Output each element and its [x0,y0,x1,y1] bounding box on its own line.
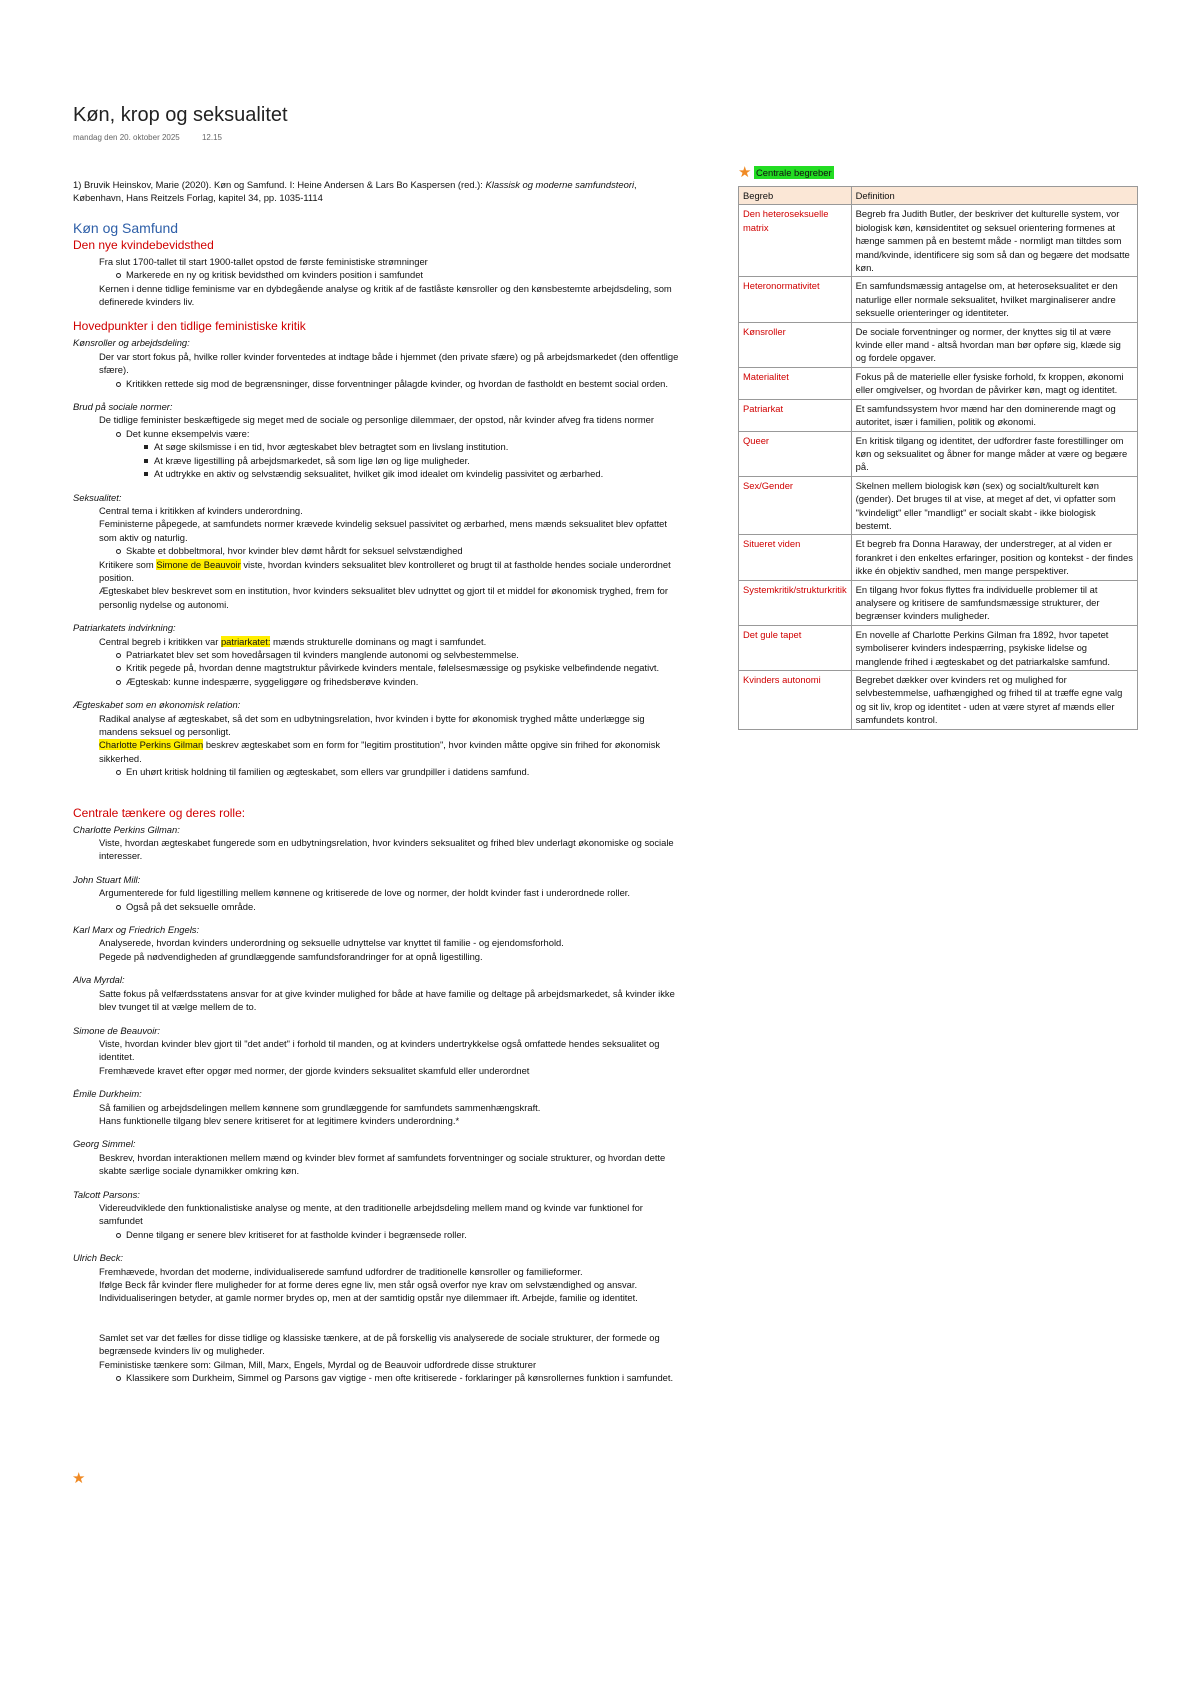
table-row [739,399,1138,431]
list-item: Det kunne eksempelvis være: [126,427,683,440]
main-notes: 1) Bruvik Heinskov, Marie (2020). Køn og Samfund. I: Heine Andersen & Lars Bo Kaspersen (red.): Klassisk og moderne samfundsteori, København, Hans Reitzels Forlag, kapitel 34, pp. 1035-1114 Køn og Samfund Den nye kvindebevidsthed Fra slut 1700-tallet til start 1900-tallet opstod de første feministiske strømninger Markerede en ny og kritisk bevidsthed om kvinders position i samfundet Kernen i denne tidlige feminisme var en dybdegående analyse og kritik af de fastlåste kønsroller og den kønsbestemte arbejdsdeling, som definerede kvinders liv. Hovedpunkter i den tidlige feministiske kritik Kønsroller og arbejdsdeling: Der var stort fokus på, hvilke roller kvinder forventedes at indtage både i hjemmet (den private sfære) og på arbejdsmarkedet (den offentlige sfære). Kritikken rettede sig mod de begrænsninger, disse forventninger pålagde kvinder, og hvordan de fastholdt en bestemt social orden. Brud på sociale normer: De tidlige feminister beskæftigede sig meget med de sociale og personlige dilemmaer, der opstod, når kvinder afveg fra tidens normer Det kunne eksempelvis være: At søge skilsmisse i en tid, hvor ægteskabet blev betragtet som en livslang institution. At kræve ligestilling på arbejdsmarkedet, så som lige løn og lige muligheder. At udtrykke en aktiv og selvstændig seksualitet, hvilket gik imod idealet om kvindelig passivitet og ærbarhed. Seksualitet: Central tema i kritikken af kvinders underordning. Feministerne påpegede, at samfundets normer krævede kvindelig seksuel passivitet og ærbarhed, mens mænds seksualitet blev opfattet som aktiv og naturlig. Skabte et dobbeltmoral, hvor kvinder blev dømt hårdt for seksuel selvstændighed Kritikere som Simone de Beauvoir viste, hvordan kvinders seksualitet blev kontrolleret og brugt til at fastholde hendes sociale underordnet position. Ægteskabet blev beskrevet som en institution, hvor kvinders seksualitet blev udnyttet og gjort til et middel for økonomisk tryghed, frem for personlig nydelse og autonomi. Patriarkatets indvirkning: Central begreb i kritikken var patriarkatet: mænds strukturelle dominans og magt i samfundet. Patriarkatet blev set som hovedårsagen til kvinders manglende autonomi og selvbestemmelse. Kritik pegede på, hvordan denne magtstruktur påvirkede kvinders mentale, følelsesmæssige og psykiske velbefindende negativt. Ægteskab: kunne indespærre, syggeliggøre og frihedsberøve kvinden. Ægteskabet som en økonomisk relation: Radikal analyse af ægteskabet, så det som en udbytningsrelation, hvor kvinden i bytte for økonomisk tryghed måtte underlægge sig mandens seksuel og personligt. Charlotte Perkins Gilman beskrev ægteskabet som en form for "legitim prostitution", hvor kvinden måtte opgive sin frihed for økonomisk sikkerhed. En uhørt kritisk holdning til familien og ægteskabet, som ellers var grundpiller i datidens samfund. Centrale tænkere og deres rolle: Charlotte Perkins Gilman: Viste, hvordan ægteskabet fungerede som en udbytningsrelation, hvor kvinders seksualitet og frihed blev underlagt økonomiske og sociale interesser. John Stuart Mill: Argumenterede for fuld ligestilling mellem kønnene og kritiserede de love og normer, der holdt kvinder fast i underordnede roller. Også på det seksuelle område. Karl Marx og Friedrich Engels: Analyserede, hvordan kvinders underordning og seksuelle udnyttelse var knyttet til familie - og ejendomsforhold. Pegede på nødvendigheden af grundlæggende samfundsforandringer for at opnå ligestilling. Alva Myrdal: Satte fokus på velfærdsstatens ansvar for at give kvinder mulighed for både at have familie og deltage på arbejdsmarkedet, så kvinder ikke blev tvunget til at vælge mellem de to. Simone de Beauvoir: Viste, hvordan kvinder blev gjort til "det andet" i forhold til manden, og at kvinders undertrykkelse også omfattede hendes seksualitet og identitet. Fremhævede kravet efter opgør med normer, der gjorde kvinders seksualitet skamfuld eller underordnet Émile Durkheim: Så familien og arbejdsdelingen mellem kønnene som grundlæggende for samfundets sammenhængskraft. Hans funktionelle tilgang blev senere kritiseret for at legitimere kvinders underordning.* Georg Simmel: Beskrev, hvordan interaktionen mellem mænd og kvinder blev formet af samfundets forventninger og sociale strukturer, og hvordan dette skabte særlige sociale dynamikker omkring køn. Talcott Parsons: Videreudviklede den funktionalistiske analyse og mente, at den traditionelle arbejdsdeling mellem mand og kvinde var funktionel for samfundet Denne tilgang er senere blev kritiseret for at fastholde kvinder i begrænsede roller. Ulrich Beck: Fremhævede, hvordan det moderne, individualiserede samfund udfordrer de traditionelle kønsroller og familieformer. Ifølge Beck får kvinder flere muligheder for at forme deres egne liv, men står også overfor nye krav om selvstændighed og ansvar. Individualiseringen betyder, at gamle normer brydes op, men at der samtidig opstår nye dilemmaer ift. Arbejde, familie og identitet. Samlet set var det fælles for disse tidlige og klassiske tænkere, at de på forskellig vis analyserede de sociale strukturer, der formede og begrænsede kvinders liv og muligheder. Feministiske tænkere som: Gilman, Mill, Marx, Engels, Myrdal og de Beauvoir udfordrede disse strukturer Klassikere som Durkheim, Simmel og Parsons gav vigtige - men ofte kritiserede - forklaringer på kønsrollernes funktion i samfundet. [73,178,683,1384]
heading-kvindebevidsthed: Den nye kvindebevidsthed [73,237,214,252]
table-row [739,535,1138,580]
thinker-name: John Stuart Mill: [73,873,141,885]
thinker-entry: Simone de Beauvoir: Viste, hvordan kvinder blev gjort til "det andet" i forhold til manden, og at kvinders undertrykkelse også omfattede hendes seksualitet og identitet. Fremhævede kravet efter opgør med normer, der gjorde kvinders seksualitet skamfuld eller underordnet [73,1024,683,1078]
column-header-definition: Definition [851,187,1137,205]
list-item: Også på det seksuelle område. [126,900,683,913]
list-item: At søge skilsmisse i en tid, hvor ægteskabet blev betragtet som en livslang institution. [154,440,683,453]
page-title: Køn, krop og seksualitet [73,104,288,126]
caption-badge: Centrale begreber [756,167,832,178]
definition-cell: En samfundsmæssig antagelse om, at heteroseksualitet er den naturlige eller normale seksualitet, hvilket marginaliserer andre seksuelle orienteringer og identiteter. [851,277,1137,322]
thinker-name: Georg Simmel: [73,1138,136,1150]
thinker-entry: Karl Marx og Friedrich Engels: Analyserede, hvordan kvinders underordning og seksuelle udnyttelse var knyttet til familie - og ejendomsforhold. Pegede på nødvendigheden af grundlæggende samfundsforandringer for at opnå ligestilling. [73,923,683,963]
definition-cell: En kritisk tilgang og identitet, der udfordrer faste forestillinger om køn og seksualitet og åbner for mange måder at være og begære på. [851,431,1137,476]
thinker-name: Talcott Parsons: [73,1188,140,1200]
list-item: Ægteskab: kunne indespærre, syggeliggøre og frihedsberøve kvinden. [126,675,683,688]
thinker-entry: Alva Myrdal: Satte fokus på velfærdsstatens ansvar for at give kvinder mulighed for både at have familie og deltage på arbejdsmarkedet, så kvinder ikke blev tvunget til at vælge mellem de to. [73,973,683,1013]
heading-centrale-taenkere: Centrale tænkere og deres rolle: [73,805,246,820]
term-cell: Systemkritik/strukturkritik [739,580,852,625]
list-item: Kritik pegede på, hvordan denne magtstruktur påvirkede kvinders mentale, følelsesmæssige og psykiske velbefindende negativt. [126,661,683,674]
thinker-name: Émile Durkheim: [73,1088,142,1100]
list-item: En uhørt kritisk holdning til familien og ægteskabet, som ellers var grundpiller i datidens samfund. [126,765,683,778]
definition-cell: Begrebet dækker over kvinders ret og mulighed for selvbestemmelse, uafhængighed og frihed til at træffe egne valg og sit liv, krop og identitet - uden at være styret af mænds eller samfundets kontrol. [851,671,1137,730]
thinker-name: Alva Myrdal: [73,974,125,986]
term-cell: Patriarkat [739,399,852,431]
list-item: At udtrykke en aktiv og selvstændig seksualitet, hvilket gik imod idealet om kvindelig passivitet og ærbarhed. [154,467,683,480]
thinker-entry: Ulrich Beck: Fremhævede, hvordan det moderne, individualiserede samfund udfordrer de traditionelle kønsroller og familieformer. Ifølge Beck får kvinder flere muligheder for at forme deres egne liv, men står også overfor nye krav om selvstændighed og ansvar. Individualiseringen betyder, at gamle normer brydes op, men at der samtidig opstår nye dilemmaer ift. Arbejde, familie og identitet. [73,1251,683,1305]
key-terms-table [738,186,1138,730]
thinker-name: Simone de Beauvoir: [73,1024,161,1036]
list-item: At kræve ligestilling på arbejdsmarkedet, så som lige løn og lige muligheder. [154,454,683,467]
thinker-name: Karl Marx og Friedrich Engels: [73,924,200,936]
heading-hovedpunkter: Hovedpunkter i den tidlige feministiske kritik [73,319,306,334]
column-header-term: Begreb [739,187,852,205]
table-row [739,625,1138,670]
term-cell: Kvinders autonomi [739,671,852,730]
definition-cell: Skelnen mellem biologisk køn (sex) og socialt/kulturelt køn (gender). Det bruges til at vise, at meget af det, vi opfatter som "kvindeligt" eller "mandligt" er socialt skabt - ikke biologisk bestemt. [851,476,1137,535]
highlight-beauvoir: Simone de Beauvoir [156,558,241,570]
table-row [739,205,1138,277]
thinker-name: Charlotte Perkins Gilman: [73,823,180,835]
citation: 1) Bruvik Heinskov, Marie (2020). Køn og Samfund. I: Heine Andersen & Lars Bo Kaspersen (red.): Klassisk og moderne samfundsteori, København, Hans Reitzels Forlag, kapitel 34, pp. 1035-1114 [73,179,637,204]
term-cell: Situeret viden [739,535,852,580]
table-row [739,277,1138,322]
thinker-entry: Georg Simmel: Beskrev, hvordan interaktionen mellem mænd og kvinder blev formet af samfundets forventninger og sociale strukturer, og hvordan dette skabte særlige sociale dynamikker omkring køn. [73,1137,683,1177]
term-cell: Materialitet [739,367,852,399]
table-row [739,580,1138,625]
definition-cell: Et samfundssystem hvor mænd har den dominerende magt og autoritet, især i familien, politik og økonomi. [851,399,1137,431]
table-row [739,322,1138,367]
highlight-gilman: Charlotte Perkins Gilman [99,739,204,751]
list-item: Markerede en ny og kritisk bevidsthed om kvinders position i samfundet [126,268,683,281]
list-item: Denne tilgang er senere blev kritiseret for at fastholde kvinder i begrænsede roller. [126,1228,683,1241]
heading-kon-og-samfund: Køn og Samfund [73,219,179,236]
term-cell: Det gule tapet [739,625,852,670]
definition-cell: Begreb fra Judith Butler, der beskriver det kulturelle system, vor biologisk køn, kønsidentitet og seksuel orientering formenes at hænge sammen på en bestemt måde - normligt man tiltdes som mand/kvinde, identificere sig som så dan og begære det modsatte køn. [851,205,1137,277]
definition-cell: Fokus på de materielle eller fysiske forhold, fx kroppen, økonomi eller omgivelser, og hvordan de påvirker køn, magt og identitet. [851,367,1137,399]
highlight-patriarkatet: patriarkatet: [220,635,271,647]
key-terms-table-container [738,166,1138,730]
star-icon: ★ [738,164,752,181]
thinker-name: Ulrich Beck: [73,1252,124,1264]
list-item: Patriarkatet blev set som hovedårsagen til kvinders manglende autonomi og selvbestemmelse. [126,648,683,661]
table-caption [738,166,1138,186]
page-date: mandag den 20. oktober 2025 [73,133,180,142]
table-row [739,431,1138,476]
list-item: Kritikken rettede sig mod de begrænsninger, disse forventninger pålagde kvinder, og hvordan de fastholdt en bestemt social orden. [126,377,683,390]
thinker-entry: Charlotte Perkins Gilman: Viste, hvordan ægteskabet fungerede som en udbytningsrelation, hvor kvinders seksualitet og frihed blev underlagt økonomiske og sociale interesser. [73,823,683,863]
page-time: 12.15 [201,133,223,142]
thinker-entry: John Stuart Mill: Argumenterede for fuld ligestilling mellem kønnene og kritiserede de love og normer, der holdt kvinder fast i underordnede roller. Også på det seksuelle område. [73,873,683,913]
summary: Samlet set var det fælles for disse tidlige og klassiske tænkere, at de på forskellig vis analyserede de sociale strukturer, der formede og begrænsede kvinders liv og muligheder. Feministiske tænkere som: Gilman, Mill, Marx, Engels, Myrdal og de Beauvoir udfordrede disse strukturer Klassikere som Durkheim, Simmel og Parsons gav vigtige - men ofte kritiserede - forklaringer på kønsrollernes funktion i samfundet. [73,1331,683,1385]
term-cell: Heteronormativitet [739,277,852,322]
definition-cell: Et begreb fra Donna Haraway, der understreger, at al viden er forankret i den enkeltes erfaringer, position og kontekst - der findes ikke én objektiv sandhed, men mange perspektiver. [851,535,1137,580]
definition-cell: En novelle af Charlotte Perkins Gilman fra 1892, hvor tapetet symboliserer kvinders indespærring, psykiske lidelse og manglende frihed i ægteskabet og det patriarkalske samfund. [851,625,1137,670]
definition-cell: En tilgang hvor fokus flyttes fra individuelle problemer til at analysere og kritisere de samfundsmæssige strukturer, der begrænser kvinders muligheder. [851,580,1137,625]
term-cell: Queer [739,431,852,476]
star-icon: ★ [72,1470,86,1487]
thinker-entry: Émile Durkheim: Så familien og arbejdsdelingen mellem kønnene som grundlæggende for samfundets sammenhængskraft. Hans funktionelle tilgang blev senere kritiseret for at legitimere kvinders underordning.* [73,1087,683,1127]
definition-cell: De sociale forventninger og normer, der knyttes sig til at være kvinde eller mand - altså hvordan man bør opføre sig, klæde sig og fordele opgaver. [851,322,1137,367]
page-meta [73,133,242,142]
term-cell: Sex/Gender [739,476,852,535]
term-cell: Kønsroller [739,322,852,367]
term-cell: Den heteroseksuelle matrix [739,205,852,277]
table-row [739,367,1138,399]
thinker-entry: Talcott Parsons: Videreudviklede den funktionalistiske analyse og mente, at den traditionelle arbejdsdeling mellem mand og kvinde var funktionel for samfundet Denne tilgang er senere blev kritiseret for at fastholde kvinder i begrænsede roller. [73,1188,683,1242]
thinkers-list [73,823,683,1305]
list-item: Skabte et dobbeltmoral, hvor kvinder blev dømt hårdt for seksuel selvstændighed [126,544,683,557]
table-row [739,671,1138,730]
table-row [739,476,1138,535]
table-header-row [739,187,1138,205]
list-item: Klassikere som Durkheim, Simmel og Parsons gav vigtige - men ofte kritiserede - forklaringer på kønsrollernes funktion i samfundet. [126,1371,683,1384]
